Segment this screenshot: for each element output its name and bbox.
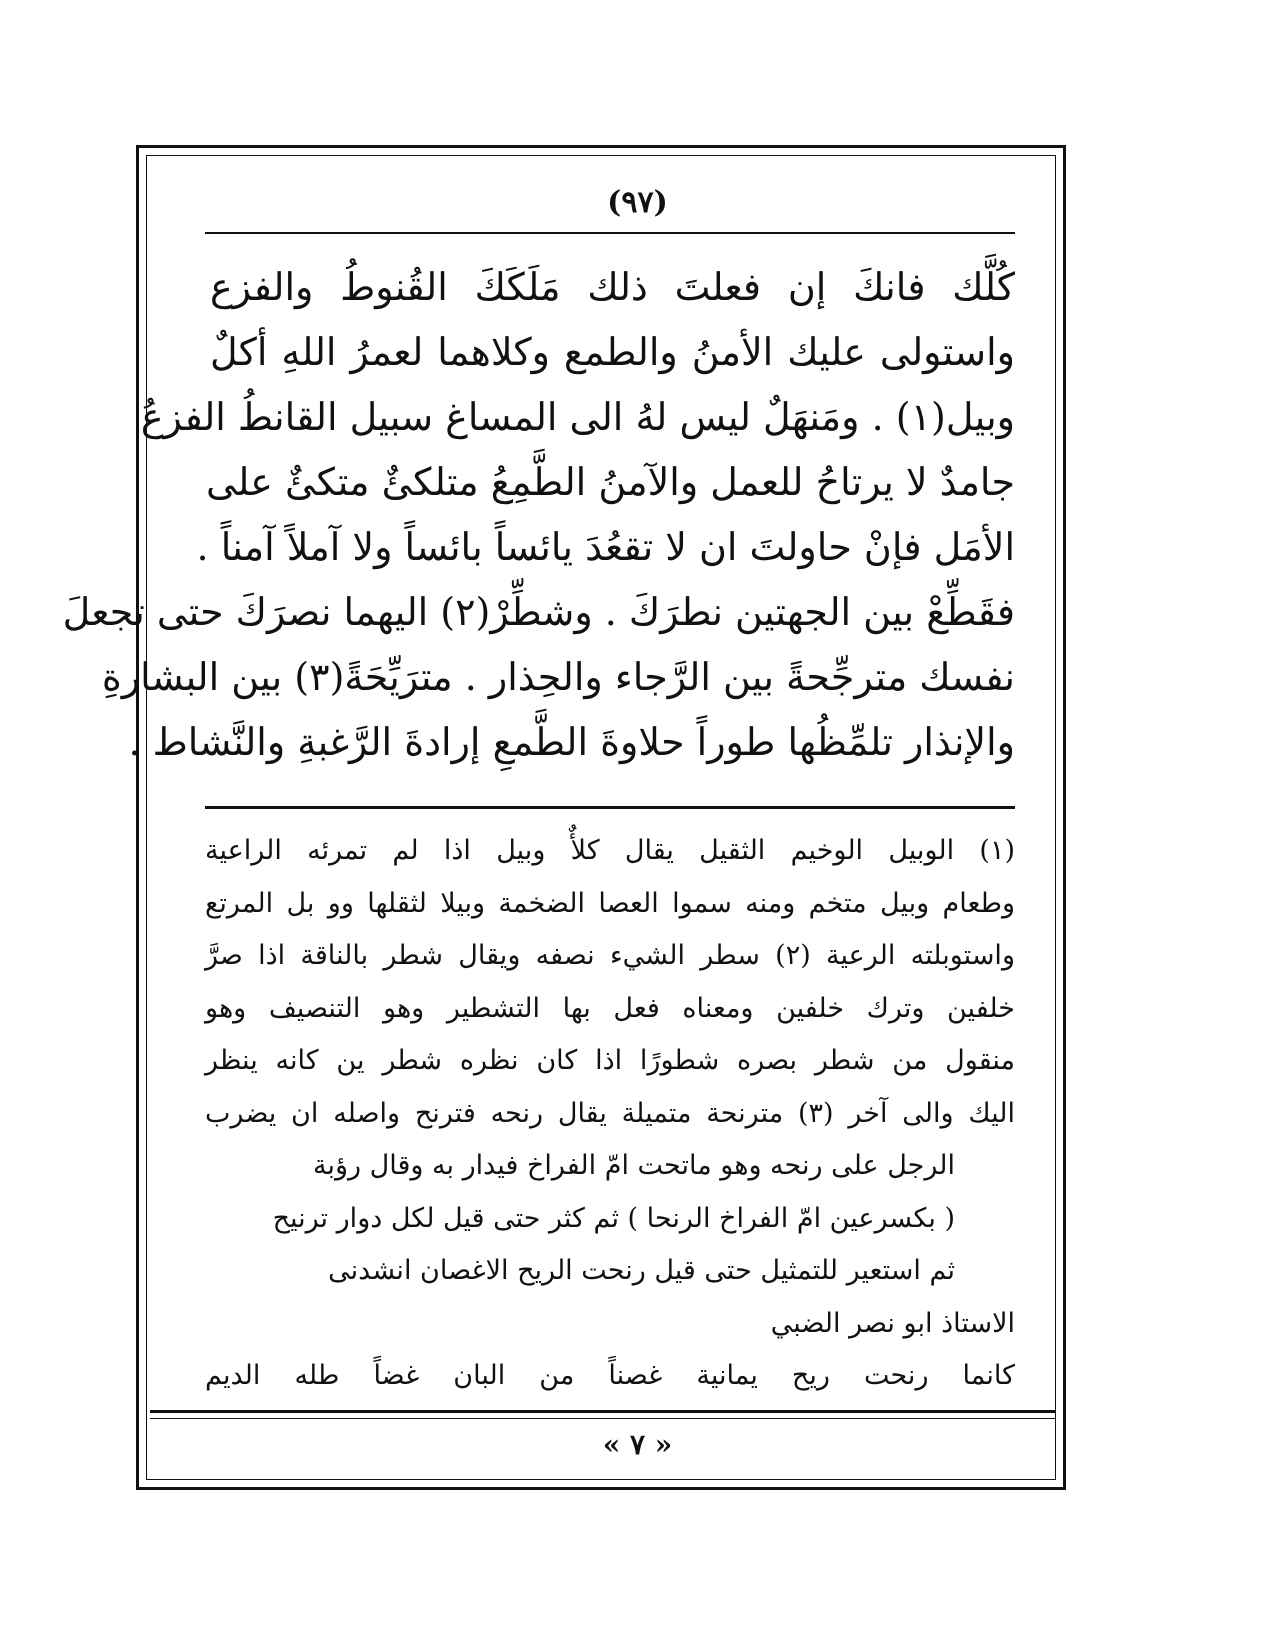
body-line: وبيل(١) . ومَنهَلٌ ليس لهُ الى المساغ سبيل القانطُ الفزعُ xyxy=(140,395,1015,439)
footnote-line: خلفين وترك خلفين ومعناه فعل بها التشطير وهو التنصيف وهو xyxy=(205,992,1015,1024)
header-divider xyxy=(205,232,1015,234)
footnote-line: وطعام وبيل متخم ومنه سموا العصا الضخمة وبيلا لثقلها وو بل المرتع xyxy=(205,887,1015,919)
footnote-line: ( بكسرعين امّ الفراخ الرنحا ) ثم كثر حتى قيل لكل دوار ترنيح xyxy=(272,1202,955,1234)
footnote-line: (١) الوبيل الوخيم الثقيل يقال كلأٌ وبيل اذا لم تمرئه الراعية xyxy=(205,835,1015,866)
footnote-line: ثم استعير للتمثيل حتى قيل رنحت الريح الاغصان انشدنى xyxy=(328,1255,955,1286)
body-line: كُلَّك فانكَ إن فعلتَ ذلك مَلَكَكَ القُنوطُ والفزع xyxy=(210,265,1015,309)
footnote-divider xyxy=(205,806,1015,809)
page-number-bottom: « ٧ » xyxy=(602,1428,673,1461)
footer-divider xyxy=(150,1410,1055,1413)
body-line: واستولى عليك الأمنُ والطمع وكلاهما لعمرُ اللهِ أكلٌ xyxy=(210,330,1015,374)
footnote-line: الاستاذ ابو نصر الضبي xyxy=(770,1307,1015,1339)
main-body-text xyxy=(62,255,1015,775)
body-line: والإنذار تلمِّظُها طوراً حلاوةَ الطَّمعِ إرادةَ الرَّغبةِ والنَّشاط . xyxy=(128,720,1015,764)
footnote-line: منقول من شطر بصره شطورًا اذا كان نظره شطر ين كانه ينظر xyxy=(205,1045,1015,1076)
footnote-line: الرجل على رنحه وهو ماتحت امّ الفراخ فيدار به وقال رؤبة xyxy=(312,1150,955,1181)
body-line: نفسك مترجِّحةً بين الرَّجاء والحِذار . مترَيِّحَةً(٣) بين البشارةِ xyxy=(101,655,1015,699)
footnote-line: اليك والى آخر (٣) مترنحة متميلة يقال رنحه فترنح واصله ان يضرب xyxy=(205,1097,1015,1129)
verse-line: كانما رنحت ريح يمانية غصناً من البان غضاً طله الديم xyxy=(205,1360,1015,1391)
body-line: جامدٌ لا يرتاحُ للعمل والآمنُ الطَّمِعُ متلكئٌ متكئٌ على xyxy=(206,460,1015,504)
footnote-line: واستوبلته الرعية (٢) سطر الشيء نصفه ويقال شطر بالناقة اذا صرَّ xyxy=(205,940,1015,971)
footnotes-block xyxy=(205,825,1015,1403)
page-number-top: (٩٧) xyxy=(607,185,668,220)
body-line: الأمَل فإنْ حاولتَ ان لا تقعُدَ يائساً بائساً ولا آملاً آمناً . xyxy=(196,525,1015,569)
body-line: فقَطِّعْ بين الجهتين نطرَكَ . وشطِّرْ(٢) اليهما نصرَكَ حتى تجعلَ xyxy=(62,590,1015,634)
footer-divider-thin xyxy=(150,1418,1055,1419)
